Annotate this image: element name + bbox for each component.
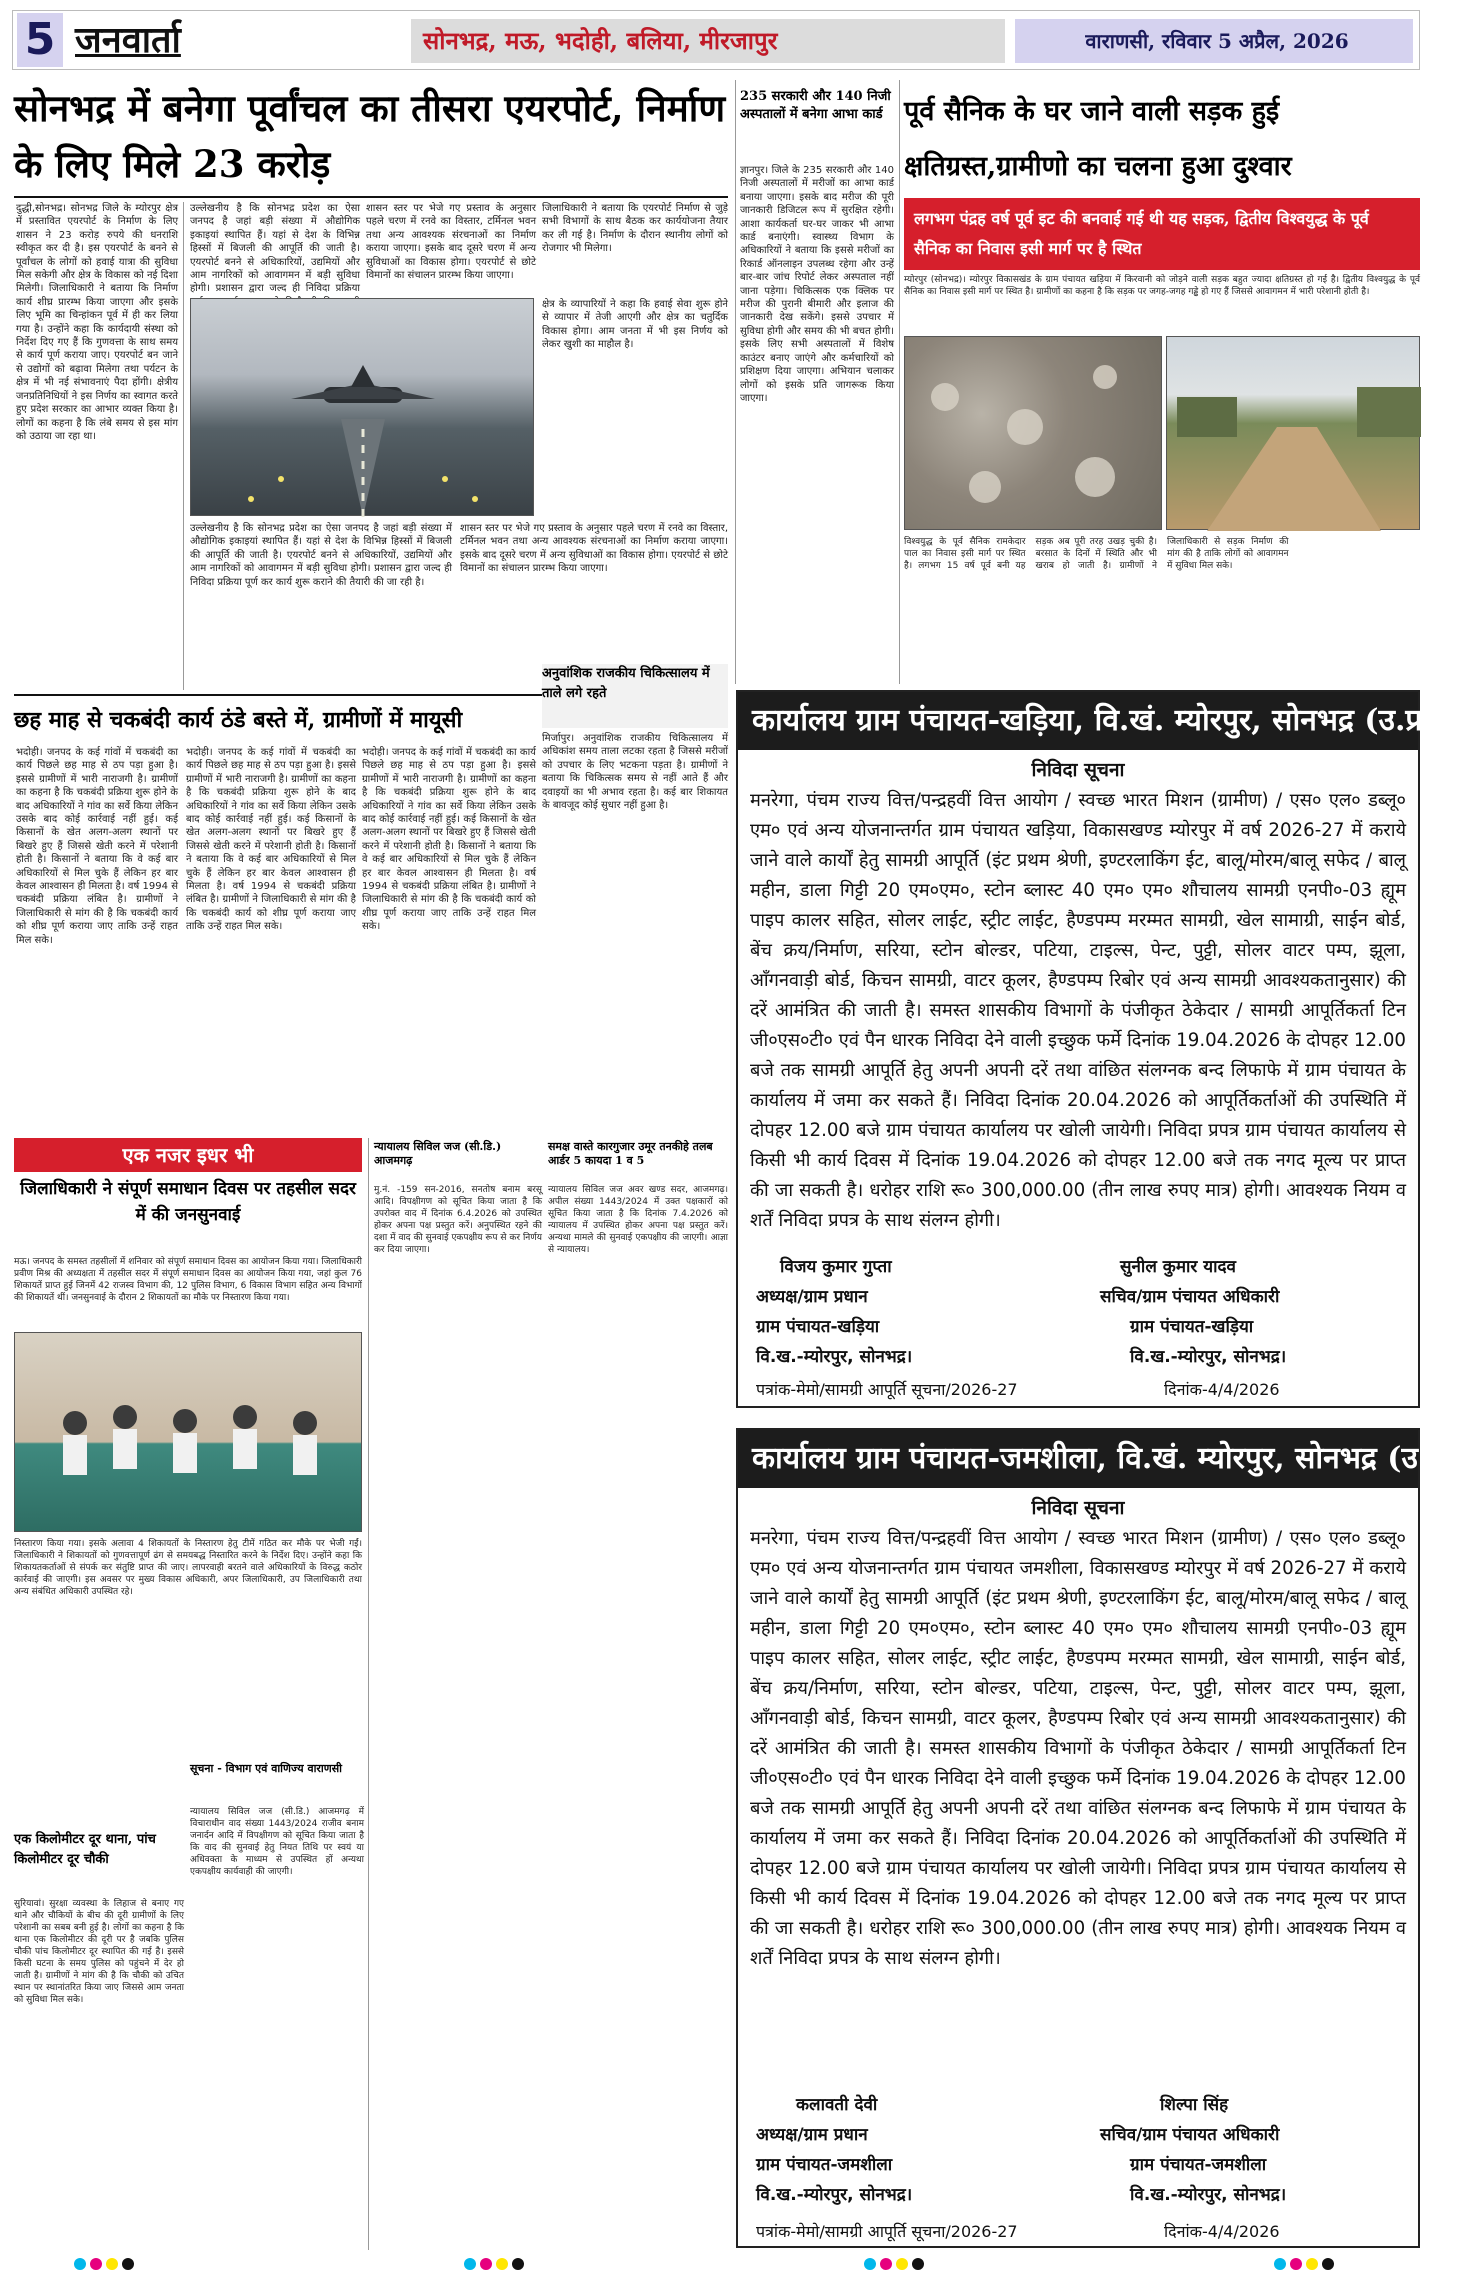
legal-col3-body: न्यायालय सिविल जज अवर खण्ड सदर, आजमगढ़। अपील संख्या 1443/2024 में उक्त पक्षकारों को सूचित किया जाता है कि दिनांक 7.4.2026 को न्यायालय में उपस्थित होकर अपना पक्ष प्रस्तुत करें। अन्यथा मामले की सुनवाई एकपक्षीय की जाएगी। आज्ञा से न्यायालय।	[548, 1185, 731, 1255]
legal-col2-title: न्यायालय सिविल जज (सी.डि.) आजमगढ़	[374, 1140, 502, 1167]
ad1-sachiv-role: सचिव/ग्राम पंचायत अधिकारी	[1100, 1287, 1280, 1307]
ad1-body: मनरेगा, पंचम राज्य वित्त/पन्द्रहवीं वित्त आयोग / स्वच्छ भारत मिशन (ग्रामीण) / एस० एल० डब्लू० एम० एवं अन्य योजनान्तर्गत ग्राम पंचायत खड़िया, विकासखण्ड म्योरपुर में वर्ष 2026-27 में कराये जाने वाले कार्यों हेतु सामग्री आपूर्ति (इंट प्रथम श्रेणी, इण्टरलाकिंग ईट, बालू/मोरम/बालू सफेद / बालू महीन, डाला गिट्टी 20 एम०एम०, स्टोन ब्लास्ट 40 एम० एम० शौचालय सामग्री एनपी०-03 ह्यूम पाइप कालर सहित, सोलर लाईट, स्ट्रीट लाईट, हैण्डपम्प मरम्मत सामग्री, खेल सामाग्री, साईन बोर्ड, बेंच क्रय/निर्माण, सरिया, स्टोन बोल्डर, पटिया, टाइल्स, पेन्ट, पुट्टी, सोलर वाटर पम्प, झूला, आँगनवाड़ी बोर्ड, किचन सामग्री, वाटर कूलर, हैण्डपम्प रिबोर एवं अन्य सामग्री आवश्यकतानुसार) की दरें आमंत्रित की जाती है। समस्त शासकीय विभागों के पंजीकृत ठेकेदार / सामग्री आपूर्तिकर्ता टिन जी०एस०टी० एवं पैन धारक निविदा देने वाली इच्छुक फर्मे दिनांक 19.04.2026 के दोपहर 12.00 बजे तक सामग्री आपूर्ति हेतु अपनी अपनी दरें तथा वांछित संलग्नक बन्द लिफाफे में ग्राम पंचायत के कार्यालय में जमा कर सकते हैं। निविदा दिनांक 20.04.2026 को आपूर्तिकर्ताओं की उपस्थिति में दोपहर 12.00 बजे ग्राम पंचायत कार्यालय पर खोली जायेगी। निविदा प्रपत्र ग्राम पंचायत कार्यालय से किसी भी कार्य दिवस में दिनांक 19.04.2026 को दोपहर 12.00 बजे तक नगद मूल्य पर प्राप्त की जा सकती है। धरोहर राशि रू० 300,000.00 (तीन लाख रुपए मात्र) होगी। आवश्यक नियम व शर्तें निविदा प्रपत्र के साथ संलग्न होगी।	[750, 790, 1406, 1231]
samadhan-body-2: निस्तारण किया गया। इसके अलावा 4 शिकायतों के निस्तारण हेतु टीमें गठित कर मौके पर भेजी गईं। जिलाधिकारी ने शिकायतों को गुणवत्तापूर्ण ढंग से समयबद्ध निस्तारित करने के निर्देश दिए। उन्होंने कहा कि शिकायतकर्ताओं से संपर्क कर संतुष्टि प्राप्त की जाए। लापरवाही बरतने वाले अधिकारियों के विरुद्ध कठोर कार्रवाई की जाएगी। इस अवसर पर मुख्य विकास अधिकारी, अपर जिलाधिकारी, उप जिलाधिकारी तथा अन्य संबंधित अधिकारी उपस्थित रहे।	[14, 1539, 365, 1597]
ad1-sachiv-block: वि.ख.-म्योरपुर, सोनभद्र।	[1130, 1347, 1287, 1367]
airplane-landing-image	[191, 299, 535, 517]
chhah-body-2: भदोही। जनपद के कई गांवों में चकबंदी का कार्य पिछले छह माह से ठप पड़ा हुआ है। इससे ग्रामीणों में भारी नाराजगी है। ग्रामीणों का कहना है कि चकबंदी प्रक्रिया शुरू होने के बाद अधिकारियों ने गांव का सर्वे किया लेकिन उसके बाद कोई कार्रवाई नहीं हुई। कई किसानों के खेत अलग-अलग स्थानों पर बिखरे हुए हैं जिससे खेती करने में परेशानी होती है। किसानों ने बताया कि वे कई बार अधिकारियों से मिल चुके हैं लेकिन हर बार केवल आश्वासन ही मिलता है। वर्ष 1994 से चकबंदी प्रक्रिया लंबित है। ग्रामीणों ने जिलाधिकारी से मांग की है कि चकबंदी कार्य को शीघ्र पूर्ण कराया जाए ताकि उन्हें राहत मिल सके।	[186, 747, 360, 933]
ad1-sachiv-name: सुनील कुमार यादव	[1120, 1257, 1237, 1277]
ad2-left-signatory	[756, 2090, 1076, 2210]
districts-line: सोनभद्र, मऊ, भदोही, बलिया, मीरजापुर	[423, 26, 778, 55]
ad2-sachiv-block: वि.ख.-म्योरपुर, सोनभद्र।	[1130, 2185, 1287, 2205]
ad2-notice-label: निविदा सूचना	[1031, 1497, 1125, 1519]
ek-nazar-banner	[14, 1138, 362, 1172]
ad2-sachiv-role: सचिव/ग्राम पंचायत अधिकारी	[1100, 2125, 1280, 2145]
ad1-pradhan-name: विजय कुमार गुप्ता	[780, 1257, 892, 1277]
ek-km-headline: एक किलोमीटर दूर थाना, पांच किलोमीटर दूर चौकी	[14, 1832, 156, 1867]
road-photo-1	[904, 336, 1162, 530]
ad2-title: कार्यालय ग्राम पंचायत-जमशीला, वि.खं. म्योरपुर, सोनभद्र (उ.प्र.)	[738, 1430, 1418, 1488]
tender-notice-khadiya	[736, 690, 1448, 1408]
broken-road-image	[905, 337, 1163, 531]
airport-col3: शासन स्तर पर भेजे गए प्रस्ताव के अनुसार पहले चरण में रनवे का विस्तार, टर्मिनल भवन तथा अन्य आवश्यक संरचनाओं का निर्माण कराया जाएगा। इसके बाद दूसरे चरण में अन्य सुविधाओं का विकास होगा। एयरपोर्ट से छोटे विमानों का संचालन प्रारम्भ किया जाएगा।	[366, 203, 540, 282]
ad2-body: मनरेगा, पंचम राज्य वित्त/पन्द्रहवीं वित्त आयोग / स्वच्छ भारत मिशन (ग्रामीण) / एस० एल० डब्लू० एम० एवं अन्य योजनान्तर्गत ग्राम पंचायत जमशीला, विकासखण्ड म्योरपुर में वर्ष 2026-27 में कराये जाने वाले कार्यों हेतु सामग्री आपूर्ति (इंट प्रथम श्रेणी, इण्टरलाकिंग ईट, बालू/मोरम/बालू सफेद / बालू महीन, डाला गिट्टी 20 एम०एम०, स्टोन ब्लास्ट 40 एम० एम० शौचालय सामग्री एनपी०-03 ह्यूम पाइप कालर सहित, सोलर लाईट, स्ट्रीट लाईट, हैण्डपम्प मरम्मत सामग्री, खेल सामाग्री, साईन बोर्ड, बेंच क्रय/निर्माण, सरिया, स्टोन बोल्डर, पटिया, टाइल्स, पेन्ट, पुट्टी, सोलर वाटर पम्प, झूला, आँगनवाड़ी बोर्ड, किचन सामग्री, वाटर कूलर, हैण्डपम्प रिबोर एवं अन्य सामग्री आवश्यकतानुसार) की दरें आमंत्रित की जाती है। समस्त शासकीय विभागों के पंजीकृत ठेकेदार / सामग्री आपूर्तिकर्ता टिन जी०एस०टी० एवं पैन धारक निविदा देने वाली इच्छुक फर्मे दिनांक 19.04.2026 के दोपहर 12.00 बजे तक सामग्री आपूर्ति हेतु अपनी अपनी दरें तथा वांछित संलग्नक बन्द लिफाफे में ग्राम पंचायत के कार्यालय में जमा कर सकते हैं। निविदा दिनांक 20.04.2026 को आपूर्तिकर्ताओं की उपस्थिति में दोपहर 12.00 बजे ग्राम पंचायत कार्यालय पर खोली जायेगी। निविदा प्रपत्र ग्राम पंचायत कार्यालय से किसी भी कार्य दिवस में दिनांक 19.04.2026 को दोपहर 12.00 बजे तक नगद मूल्य पर प्राप्त की जा सकती है। धरोहर राशि रू० 300,000.00 (तीन लाख रुपए मात्र) होगी। आवश्यक नियम व शर्तें निविदा प्रपत्र के साथ संलग्न होगी।	[750, 1528, 1406, 1969]
page-number: 5	[17, 13, 63, 67]
sadak-subheadline	[904, 198, 1420, 270]
tender-notice-jamshila	[736, 1428, 1470, 2248]
airport-col2: उल्लेखनीय है कि सोनभद्र प्रदेश का ऐसा जनपद है जहां बड़ी संख्या में औद्योगिक इकाइयां स्थापित हैं। यहां से देश के विभिन्न हिस्सों में बिजली की आपूर्ति की जाती है। एयरपोर्ट बनने से अधिकारियों, उद्यमियों और आम नागरिकों को आवागमन में बड़ी सुविधा होगी। प्रशासन द्वारा जल्द ही निविदा प्रक्रिया	[190, 203, 360, 295]
ad1-notice-label: निविदा सूचना	[1031, 759, 1125, 781]
sadak-subheadline-text: लगभग पंद्रह वर्ष पूर्व इट की बनवाई गई थी यह सड़क, द्वितीय विश्वयुद्ध के पूर्व सैनिक का निवास इसी मार्ग पर है स्थित	[914, 209, 1369, 258]
anuvansh-body: मिर्जापुर। अनुवांशिक राजकीय चिकित्सालय में अधिकांश समय ताला लटका रहता है जिससे मरीजों को उपचार के लिए भटकना पड़ता है। ग्रामीणों ने बताया कि चिकित्सक समय से नहीं आते हैं और दवाइयों का भी अभाव रहता है। कई बार शिकायत के बावजूद कोई सुधार नहीं हुआ है।	[542, 733, 732, 812]
meeting-hall-image	[15, 1333, 363, 1533]
samadhan-body: मऊ। जनपद के समस्त तहसीलों में शनिवार को संपूर्ण समाधान दिवस का आयोजन किया गया। जिलाधिकारी प्रवीण मिश्र की अध्यक्षता में तहसील सदर में संपूर्ण समाधान दिवस का आयोजन किया गया, जहां कुल 76 शिकायतें प्राप्त हुई जिनमें 42 राजस्व विभाग की, 12 पुलिस विभाग, 6 विकास विभाग सहित अन्य विभागों की शिकायतें थीं। जनसुनवाई के दौरान 2 शिकायतों का मौके पर निस्तारण किया गया।	[14, 1257, 365, 1303]
ad2-pradhan-name: कलावती देवी	[796, 2095, 878, 2115]
dateline: वाराणसी, रविवार 5 अप्रैल, 2026	[1085, 29, 1349, 53]
color-dots	[0, 2256, 1434, 2272]
ad1-patrank: पत्रांक-मेमो/सामग्री आपूर्ति सूचना/2026-27	[756, 1380, 1018, 1399]
ek-km-body: सुरियावां। सुरक्षा व्यवस्था के लिहाज से बनाए गए थाने और चौकियों के बीच की दूरी ग्रामीणों के लिए परेशानी का सबब बनी हुई है। लोगों का कहना है कि थाना एक किलोमीटर की दूरी पर है जबकि पुलिस चौकी पांच किलोमीटर दूर स्थापित की गई है। इससे किसी घटना के समय पुलिस को पहुंचने में देर हो जाती है। ग्रामीणों ने मांग की है कि चौकी को उचित स्थान पर स्थानांतरित किया जाए जिससे आम जनता को सुविधा मिल सके।	[14, 1899, 187, 2005]
sadak-body-bottom: विश्वयुद्ध के पूर्व सैनिक रामकेदार पाल का निवास इसी मार्ग पर स्थित है। लगभग 15 वर्ष पूर्व बनी यह सड़क अब पूरी तरह उखड़ चुकी है। बरसात के दिनों में स्थिति और भी खराब हो जाती है। ग्रामीणों ने जिलाधिकारी से सड़क निर्माण की मांग की है ताकि लोगों को आवागमन में सुविधा मिल सके।	[904, 537, 1292, 571]
road-photo-2	[1166, 336, 1420, 530]
legal-col3-title: समक्ष वास्ते कारगुजार उमूर तनकीहे तलब आर्डर 5 कायदा 1 व 5	[548, 1140, 713, 1167]
airport-col6: उल्लेखनीय है कि सोनभद्र प्रदेश का ऐसा जनपद है जहां बड़ी संख्या में औद्योगिक इकाइयां स्थापित हैं। यहां से देश के विभिन्न हिस्सों में बिजली की आपूर्ति की जाती है। एयरपोर्ट बनने से अधिकारियों, उद्यमियों और आम नागरिकों को आवागमन में बड़ी सुविधा होगी। प्रशासन द्वारा जल्द ही निविदा प्रक्रिया पूर्ण कर कार्य शुरू कराने की तैयारी की जा रही है।	[190, 523, 456, 588]
airport-col5: क्षेत्र के व्यापारियों ने कहा कि हवाई सेवा शुरू होने से व्यापार में तेजी आएगी और क्षेत्र का चतुर्दिक विकास होगा। आम जनता में भी इस निर्णय को लेकर खुशी का माहौल है।	[542, 299, 732, 351]
ad1-sachiv-gp: ग्राम पंचायत-खड़िया	[1130, 1317, 1254, 1337]
ad1-title: कार्यालय ग्राम पंचायत-खड़िया, वि.खं. म्योरपुर, सोनभद्र (उ.प्र.)	[738, 692, 1418, 750]
sadak-headline: पूर्व सैनिक के घर जाने वाली सड़क हुई क्षतिग्रस्त,ग्रामीणो का चलना हुआ दुश्वार	[904, 96, 1292, 182]
chhah-body-1: भदोही। जनपद के कई गांवों में चकबंदी का कार्य पिछले छह माह से ठप पड़ा हुआ है। इससे ग्रामीणों में भारी नाराजगी है। ग्रामीणों का कहना है कि चकबंदी प्रक्रिया शुरू होने के बाद अधिकारियों ने गांव का सर्वे किया लेकिन उसके बाद कोई कार्रवाई नहीं हुई। कई किसानों के खेत अलग-अलग स्थानों पर बिखरे हुए हैं जिससे खेती करने में परेशानी होती है। किसानों ने बताया कि वे कई बार अधिकारियों से मिल चुके हैं लेकिन हर बार केवल आश्वासन ही मिलता है। वर्ष 1994 से चकबंदी प्रक्रिया लंबित है। ग्रामीणों ने जिलाधिकारी से मांग की है कि चकबंदी कार्य को शीघ्र पूर्ण कराया जाए ताकि उन्हें राहत मिल सके।	[16, 747, 182, 946]
ad2-sachiv-name: शिल्पा सिंह	[1160, 2095, 1229, 2115]
sadak-body-top: म्योरपुर (सोनभद्र)। म्योरपुर विकासखंड के ग्राम पंचायत खड़िया में किरवानी को जोड़ने वाली सड़क बहुत ज्यादा क्षतिग्रस्त हो गई है। द्वितीय विश्वयुद्ध के पूर्व सैनिक का निवास इसी मार्ग पर स्थित है। ग्रामीणों का कहना है कि सड़क पर जगह-जगह गड्ढे हो गए हैं जिससे आवागमन में भारी परेशानी होती है।	[904, 275, 1423, 297]
masthead	[12, 10, 1420, 70]
airport-col7: शासन स्तर पर भेजे गए प्रस्ताव के अनुसार पहले चरण में रनवे का विस्तार, टर्मिनल भवन तथा अन्य आवश्यक संरचनाओं का निर्माण कराया जाएगा। इसके बाद दूसरे चरण में अन्य सुविधाओं का विकास होगा। एयरपोर्ट से छोटे विमानों का संचालन प्रारम्भ किया जाएगा।	[460, 523, 732, 575]
ek-nazar-label: एक नजर इधर भी	[122, 1143, 254, 1167]
airport-col1: दुद्धी,सोनभद्र। सोनभद्र जिले के म्योरपुर क्षेत्र में प्रस्तावित एयरपोर्ट के निर्माण के लिए शासन ने 23 करोड़ रुपये की धनराशि स्वीकृत कर दी है। इस एयरपोर्ट के बनने से पूर्वांचल के लोगों को हवाई यात्रा की सुविधा मिल सकेगी और क्षेत्र के विकास को नई दिशा मिलेगी। जिलाधिकारी ने बताया कि निर्माण कार्य शीघ्र प्रारम्भ किया जाएगा और इसके लिए भूमि का चिन्हांकन पूर्व में ही कर लिया गया है। उन्होंने कहा कि कार्यदायी संस्था को निर्देश दिए गए हैं कि गुणवत्ता के साथ समय से कार्य पूर्ण कराया जाए। एयरपोर्ट बन जाने से उद्योगों को बढ़ावा मिलेगा तथा पर्यटन के क्षेत्र में भी नई संभावनाएं पैदा होंगी। क्षेत्रीय जनप्रतिनिधियों ने इस निर्णय का स्वागत करते हुए प्रदेश सरकार का आभार व्यक्त किया है। लोगों का कहना है कि लंबे समय से इस मांग को उठाया जा रहा था।	[16, 203, 182, 442]
chhah-headline: छह माह से चकबंदी कार्य ठंडे बस्ते में, ग्रामीणों में मायूसी	[14, 707, 463, 733]
legal-col2-body: मु.नं. -159 सन-2016, सनतोष बनाम बरसू आदि। विपक्षीगण को सूचित किया जाता है कि उपरोक्त वाद में दिनांक 6.4.2026 को उपस्थित होकर अपना पक्ष प्रस्तुत करें। अनुपस्थित रहने की दशा में वाद की सुनवाई एकपक्षीय रूप से कर निर्णय कर दिया जाएगा।	[374, 1185, 545, 1255]
ad2-right-signatory	[1100, 2090, 1410, 2210]
village-road-image	[1167, 337, 1421, 531]
ad2-date: दिनांक-4/4/2026	[1164, 2222, 1280, 2241]
samadhan-headline: जिलाधिकारी ने संपूर्ण समाधान दिवस पर तहसील सदर में की जनसुनवाई	[20, 1179, 356, 1225]
legal-col1-body: न्यायालय सिविल जज (सी.डि.) आजमगढ़ में विचाराधीन वाद संख्या 1443/2024 राजीव बनाम जनार्दन आदि में विपक्षीगण को सूचित किया जाता है कि वाद की सुनवाई हेतु नियत तिथि पर स्वयं या अधिवक्ता के माध्यम से उपस्थित हों अन्यथा एकपक्षीय कार्यवाही की जाएगी।	[190, 1807, 367, 1877]
ad2-pradhan-block: वि.ख.-म्योरपुर, सोनभद्र।	[756, 2185, 913, 2205]
airport-col4: जिलाधिकारी ने बताया कि एयरपोर्ट निर्माण से जुड़े सभी विभागों के साथ बैठक कर कार्ययोजना तैयार कर ली गई है। निर्माण के दौरान स्थानीय लोगों को रोजगार भी मिलेगा।	[542, 203, 732, 255]
hospitals-headline: 235 सरकारी और 140 निजी अस्पतालों में बनेगा आभा कार्ड	[740, 89, 891, 122]
airport-photo	[190, 298, 534, 516]
ad1-date: दिनांक-4/4/2026	[1164, 1380, 1280, 1399]
ad1-left-signatory	[756, 1252, 1076, 1372]
airport-headline: सोनभद्र में बनेगा पूर्वांचल का तीसरा एयरपोर्ट, निर्माण के लिए मिले 23 करोड़	[14, 86, 726, 186]
ad1-pradhan-role: अध्यक्ष/ग्राम प्रधान	[756, 1287, 868, 1307]
ad1-pradhan-gp: ग्राम पंचायत-खड़िया	[756, 1317, 880, 1337]
ad2-patrank: पत्रांक-मेमो/सामग्री आपूर्ति सूचना/2026-27	[756, 2222, 1018, 2241]
print-registration-marks	[0, 2256, 1434, 2272]
legal-col1-title: सूचना - विभाग एवं वाणिज्य वाराणसी	[190, 1762, 343, 1775]
chhah-body-3: भदोही। जनपद के कई गांवों में चकबंदी का कार्य पिछले छह माह से ठप पड़ा हुआ है। इससे ग्रामीणों में भारी नाराजगी है। ग्रामीणों का कहना है कि चकबंदी प्रक्रिया शुरू होने के बाद अधिकारियों ने गांव का सर्वे किया लेकिन उसके बाद कोई कार्रवाई नहीं हुई। कई किसानों के खेत अलग-अलग स्थानों पर बिखरे हुए हैं जिससे खेती करने में परेशानी होती है। किसानों ने बताया कि वे कई बार अधिकारियों से मिल चुके हैं लेकिन हर बार केवल आश्वासन ही मिलता है। वर्ष 1994 से चकबंदी प्रक्रिया लंबित है। ग्रामीणों ने जिलाधिकारी से मांग की है कि चकबंदी कार्य को शीघ्र पूर्ण कराया जाए ताकि उन्हें राहत मिल सके।	[362, 747, 540, 933]
ad2-pradhan-gp: ग्राम पंचायत-जमशीला	[756, 2155, 893, 2175]
ad1-pradhan-block: वि.ख.-म्योरपुर, सोनभद्र।	[756, 1347, 913, 1367]
samadhan-photo	[14, 1332, 362, 1532]
ad2-sachiv-gp: ग्राम पंचायत-जमशीला	[1130, 2155, 1267, 2175]
newspaper-name: जनवार्ता	[75, 19, 181, 61]
ad2-pradhan-role: अध्यक्ष/ग्राम प्रधान	[756, 2125, 868, 2145]
hospitals-body: ज्ञानपुर। जिले के 235 सरकारी और 140 निजी अस्पतालों में मरीजों का आभा कार्ड बनाया जाएगा। इसके बाद मरीज की पूरी जानकारी डिजिटल रूप में सुरक्षित रहेगी। आशा कार्यकर्ता घर-घर जाकर भी आभा कार्ड बनाएंगी। स्वास्थ्य विभाग के अधिकारियों ने बताया कि इससे मरीजों का रिकार्ड ऑनलाइन उपलब्ध रहेगा और उन्हें बार-बार जांच रिपोर्ट लेकर अस्पताल नहीं जाना पड़ेगा। चिकित्सक एक क्लिक पर मरीज की पुरानी बीमारी और इलाज की जानकारी देख सकेंगे। इससे उपचार में सुविधा होगी और समय की भी बचत होगी। इसके लिए सभी अस्पतालों में विशेष काउंटर बनाए जाएंगे और कर्मचारियों को प्रशिक्षण दिया जाएगा। अभियान चलाकर लोगों को इसके प्रति जागरूक किया जाएगा।	[740, 165, 898, 404]
anuvansh-headline: अनुवांशिक राजकीय चिकित्सालय में ताले लगे रहते	[542, 664, 728, 728]
ad1-right-signatory	[1100, 1252, 1410, 1372]
